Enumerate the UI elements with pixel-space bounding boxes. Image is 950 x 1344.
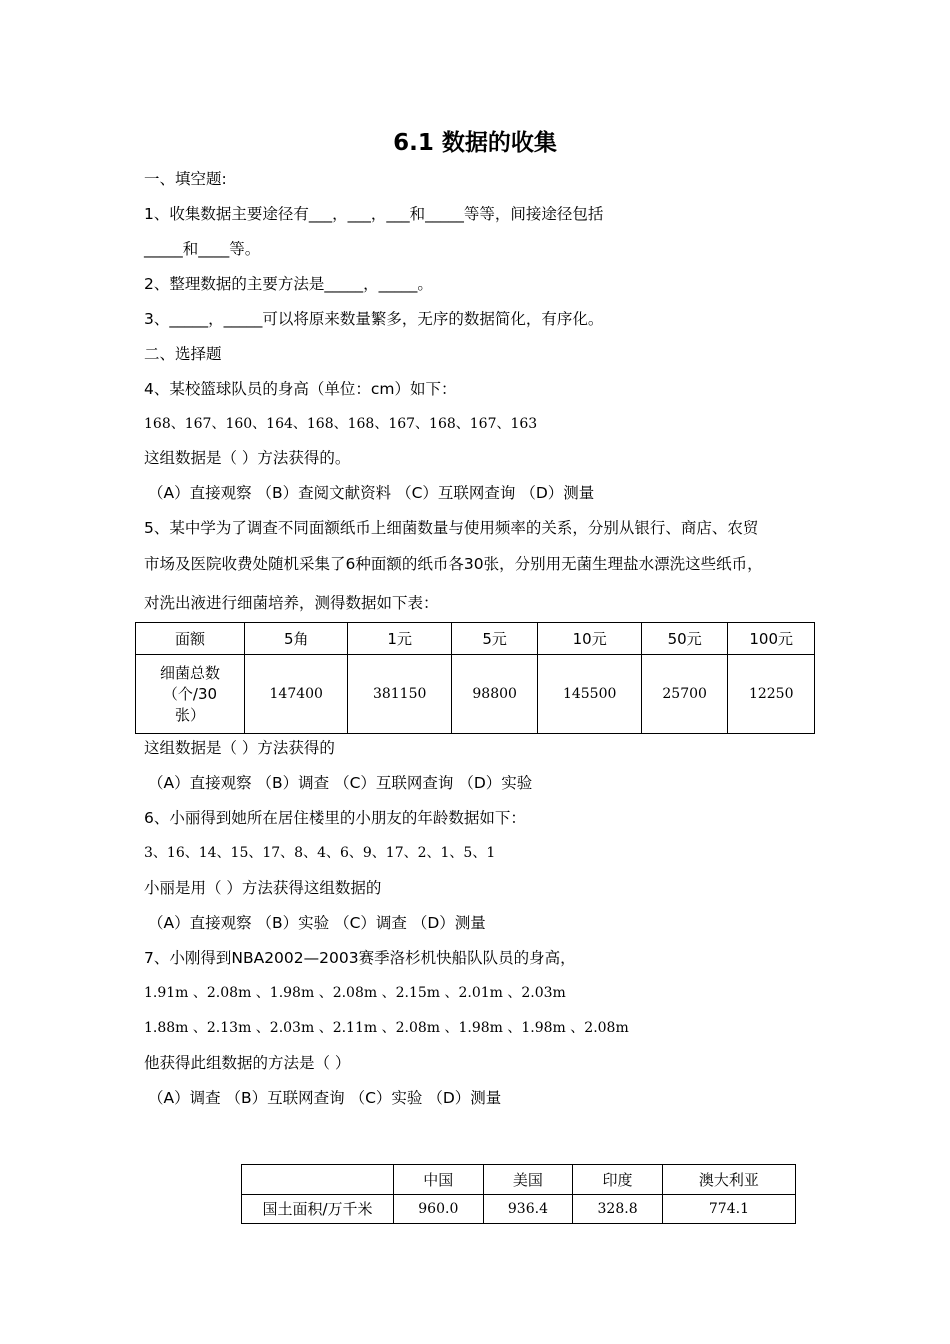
question-7-data-line-2: 1.88m 、2.13m 、2.03m 、2.11m 、2.08m 、1.98m 、1.98m 、2.08m: [144, 1020, 629, 1036]
row-label: [136, 655, 245, 734]
bacteria-count-cell: 12250: [728, 655, 815, 734]
question-6-stem: 6、小丽得到她所在居住楼里的小朋友的年龄数据如下：: [144, 809, 526, 827]
question-5-options: （A）直接观察 （B）调查 （C）互联网查询 （D）实验: [148, 774, 533, 792]
area-cell: 774.1: [662, 1194, 795, 1224]
question-6-data: 3、16、14、15、17、8、4、6、9、17、2、1、5、1: [144, 845, 496, 861]
area-cell: 328.8: [573, 1194, 663, 1224]
table-row: [136, 623, 815, 655]
question-6-options: （A）直接观察 （B）实验 （C）调查 （D）测量: [148, 914, 486, 932]
question-1-line-2: _____和____等。: [144, 240, 261, 258]
question-6-ask: 小丽是用（ ）方法获得这组数据的: [144, 879, 382, 897]
table-row: [242, 1165, 796, 1195]
question-7-ask: 他获得此组数据的方法是（ ）: [144, 1054, 351, 1072]
question-5-ask: 这组数据是（ ）方法获得的: [144, 739, 335, 757]
question-1-line-1: 1、收集数据主要途径有___，___，___和_____等等，间接途径包括: [144, 205, 604, 223]
denomination-cell: 5角: [245, 623, 348, 655]
question-4-options: （A）直接观察 （B）查阅文献资料 （C）互联网查询 （D）测量: [148, 484, 595, 502]
denomination-cell: 5元: [451, 623, 538, 655]
country-cell: 澳大利亚: [662, 1165, 795, 1195]
banknote-bacteria-table: [135, 622, 815, 734]
country-cell: 美国: [483, 1165, 573, 1195]
table-row: [242, 1194, 796, 1224]
question-3: 3、_____，_____可以将原来数量繁多，无序的数据简化，有序化。: [144, 310, 604, 328]
question-7-data-line-1: 1.91m 、2.08m 、1.98m 、2.08m 、2.15m 、2.01m 、2.03m: [144, 985, 566, 1001]
bacteria-count-cell: 98800: [451, 655, 538, 734]
question-4-stem: 4、某校篮球队员的身高（单位：cm）如下：: [144, 380, 457, 398]
question-5-line-1: 5、某中学为了调查不同面额纸币上细菌数量与使用频率的关系，分别从银行、商店、农贸: [144, 519, 759, 537]
question-4-ask: 这组数据是（ ）方法获得的。: [144, 449, 351, 467]
denomination-cell: 1元: [348, 623, 451, 655]
denomination-cell: 100元: [728, 623, 815, 655]
row-label: 国土面积/万千米: [242, 1194, 394, 1224]
denomination-cell: 10元: [538, 623, 641, 655]
question-5-line-2: 市场及医院收费处随机采集了6种面额的纸币各30张，分别用无菌生理盐水漂洗这些纸币，: [144, 555, 763, 573]
table-row: [136, 655, 815, 734]
section-heading-choice: 二、选择题: [144, 345, 222, 363]
bacteria-count-cell: 145500: [538, 655, 641, 734]
table-header-label: 面额: [136, 623, 245, 655]
row-label-line: （个/30: [162, 684, 218, 703]
question-2: 2、整理数据的主要方法是_____，_____。: [144, 275, 433, 293]
question-7-stem: 7、小刚得到NBA2002—2003赛季洛杉机快船队队员的身高，: [144, 949, 576, 967]
area-cell: 960.0: [394, 1194, 484, 1224]
row-label-line: 张）: [174, 705, 205, 724]
question-4-data: 168、167、160、164、168、168、167、168、167、163: [144, 416, 538, 432]
row-label-line: 细菌总数: [159, 663, 220, 682]
country-cell: 印度: [573, 1165, 663, 1195]
empty-corner-cell: [242, 1165, 394, 1195]
country-cell: 中国: [394, 1165, 484, 1195]
section-heading-fill-in: 一、填空题:: [144, 170, 227, 188]
area-cell: 936.4: [483, 1194, 573, 1224]
land-area-table: [241, 1164, 796, 1224]
bacteria-count-cell: 25700: [641, 655, 728, 734]
bacteria-count-cell: 147400: [245, 655, 348, 734]
question-5-line-3: 对洗出液进行细菌培养，测得数据如下表：: [144, 594, 439, 612]
denomination-cell: 50元: [641, 623, 728, 655]
question-7-options: （A）调查 （B）互联网查询 （C）实验 （D）测量: [148, 1089, 502, 1107]
page-title: 6.1 数据的收集: [393, 130, 557, 156]
bacteria-count-cell: 381150: [348, 655, 451, 734]
